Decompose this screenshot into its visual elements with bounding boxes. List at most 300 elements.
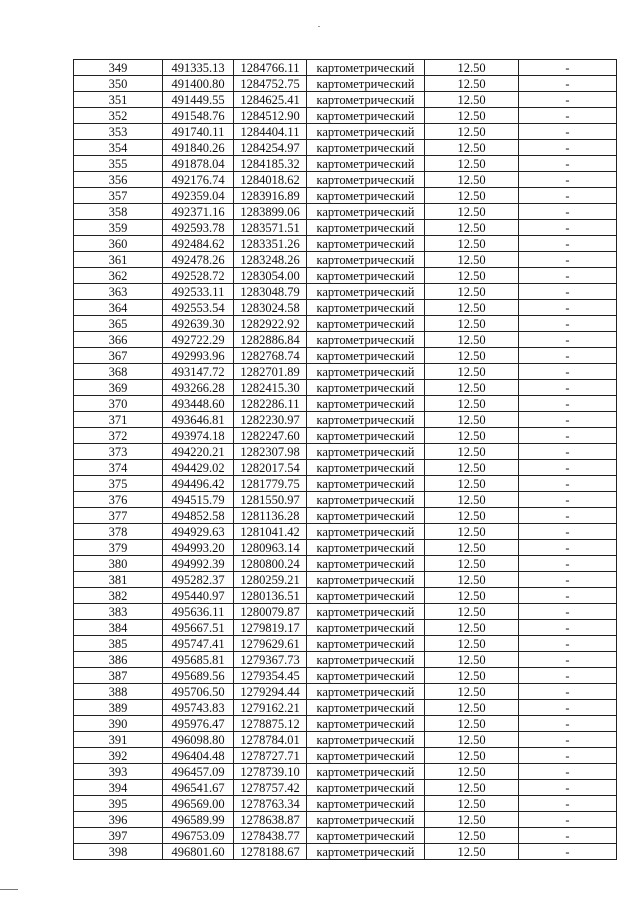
y-coordinate-cell: 1281779.75 [234, 476, 307, 492]
y-coordinate-cell: 1280800.24 [234, 556, 307, 572]
method-cell: картометрический [307, 332, 425, 348]
table-row [74, 444, 617, 460]
x-coordinate-cell: 492359.04 [163, 188, 234, 204]
y-coordinate-cell: 1283899.06 [234, 204, 307, 220]
accuracy-cell: 12.50 [425, 316, 519, 332]
table-row [74, 796, 617, 812]
accuracy-cell: 12.50 [425, 140, 519, 156]
point-number-cell: 375 [74, 476, 163, 492]
description-cell: - [519, 140, 617, 156]
point-number-cell: 366 [74, 332, 163, 348]
point-number-cell: 360 [74, 236, 163, 252]
description-cell: - [519, 444, 617, 460]
y-coordinate-cell: 1280963.14 [234, 540, 307, 556]
method-cell: картометрический [307, 732, 425, 748]
y-coordinate-cell: 1278757.42 [234, 780, 307, 796]
description-cell: - [519, 668, 617, 684]
point-number-cell: 392 [74, 748, 163, 764]
table-row [74, 156, 617, 172]
accuracy-cell: 12.50 [425, 796, 519, 812]
method-cell: картометрический [307, 76, 425, 92]
description-cell: - [519, 316, 617, 332]
method-cell: картометрический [307, 700, 425, 716]
point-number-cell: 389 [74, 700, 163, 716]
description-cell: - [519, 364, 617, 380]
point-number-cell: 349 [74, 60, 163, 76]
table-row [74, 172, 617, 188]
x-coordinate-cell: 494992.39 [163, 556, 234, 572]
description-cell: - [519, 412, 617, 428]
method-cell: картометрический [307, 540, 425, 556]
description-cell: - [519, 764, 617, 780]
method-cell: картометрический [307, 300, 425, 316]
x-coordinate-cell: 493147.72 [163, 364, 234, 380]
x-coordinate-cell: 491449.55 [163, 92, 234, 108]
y-coordinate-cell: 1278438.77 [234, 828, 307, 844]
description-cell: - [519, 76, 617, 92]
accuracy-cell: 12.50 [425, 748, 519, 764]
description-cell: - [519, 204, 617, 220]
table-row [74, 460, 617, 476]
accuracy-cell: 12.50 [425, 428, 519, 444]
point-number-cell: 397 [74, 828, 163, 844]
table-row [74, 92, 617, 108]
point-number-cell: 371 [74, 412, 163, 428]
accuracy-cell: 12.50 [425, 492, 519, 508]
y-coordinate-cell: 1280079.87 [234, 604, 307, 620]
y-coordinate-cell: 1283048.79 [234, 284, 307, 300]
point-number-cell: 396 [74, 812, 163, 828]
accuracy-cell: 12.50 [425, 668, 519, 684]
accuracy-cell: 12.50 [425, 60, 519, 76]
accuracy-cell: 12.50 [425, 540, 519, 556]
table-row [74, 412, 617, 428]
table-row [74, 556, 617, 572]
point-number-cell: 378 [74, 524, 163, 540]
y-coordinate-cell: 1283248.26 [234, 252, 307, 268]
scan-dot [318, 26, 320, 27]
description-cell: - [519, 780, 617, 796]
table-row [74, 652, 617, 668]
x-coordinate-cell: 491400.80 [163, 76, 234, 92]
description-cell: - [519, 492, 617, 508]
point-number-cell: 374 [74, 460, 163, 476]
x-coordinate-cell: 492553.54 [163, 300, 234, 316]
table-row [74, 204, 617, 220]
description-cell: - [519, 620, 617, 636]
accuracy-cell: 12.50 [425, 332, 519, 348]
footer-rule [0, 889, 18, 890]
method-cell: картометрический [307, 460, 425, 476]
x-coordinate-cell: 492593.78 [163, 220, 234, 236]
accuracy-cell: 12.50 [425, 172, 519, 188]
y-coordinate-cell: 1281041.42 [234, 524, 307, 540]
method-cell: картометрический [307, 380, 425, 396]
point-number-cell: 394 [74, 780, 163, 796]
x-coordinate-cell: 495747.41 [163, 636, 234, 652]
point-number-cell: 387 [74, 668, 163, 684]
x-coordinate-cell: 492533.11 [163, 284, 234, 300]
x-coordinate-cell: 494429.02 [163, 460, 234, 476]
point-number-cell: 368 [74, 364, 163, 380]
x-coordinate-cell: 491740.11 [163, 124, 234, 140]
table-row [74, 732, 617, 748]
description-cell: - [519, 540, 617, 556]
accuracy-cell: 12.50 [425, 508, 519, 524]
accuracy-cell: 12.50 [425, 188, 519, 204]
x-coordinate-cell: 494496.42 [163, 476, 234, 492]
accuracy-cell: 12.50 [425, 460, 519, 476]
accuracy-cell: 12.50 [425, 204, 519, 220]
point-number-cell: 352 [74, 108, 163, 124]
y-coordinate-cell: 1278784.01 [234, 732, 307, 748]
description-cell: - [519, 252, 617, 268]
point-number-cell: 351 [74, 92, 163, 108]
description-cell: - [519, 844, 617, 860]
point-number-cell: 383 [74, 604, 163, 620]
table-row [74, 300, 617, 316]
method-cell: картометрический [307, 284, 425, 300]
accuracy-cell: 12.50 [425, 700, 519, 716]
point-number-cell: 384 [74, 620, 163, 636]
y-coordinate-cell: 1284185.32 [234, 156, 307, 172]
description-cell: - [519, 172, 617, 188]
description-cell: - [519, 572, 617, 588]
accuracy-cell: 12.50 [425, 732, 519, 748]
table-row [74, 812, 617, 828]
method-cell: картометрический [307, 636, 425, 652]
accuracy-cell: 12.50 [425, 764, 519, 780]
point-number-cell: 380 [74, 556, 163, 572]
x-coordinate-cell: 495282.37 [163, 572, 234, 588]
y-coordinate-cell: 1284625.41 [234, 92, 307, 108]
description-cell: - [519, 476, 617, 492]
table-row [74, 76, 617, 92]
table-row [74, 524, 617, 540]
table-row [74, 604, 617, 620]
x-coordinate-cell: 492993.96 [163, 348, 234, 364]
y-coordinate-cell: 1278638.87 [234, 812, 307, 828]
accuracy-cell: 12.50 [425, 268, 519, 284]
method-cell: картометрический [307, 140, 425, 156]
method-cell: картометрический [307, 124, 425, 140]
description-cell: - [519, 796, 617, 812]
method-cell: картометрический [307, 316, 425, 332]
method-cell: картометрический [307, 508, 425, 524]
table-row [74, 124, 617, 140]
x-coordinate-cell: 496801.60 [163, 844, 234, 860]
accuracy-cell: 12.50 [425, 604, 519, 620]
y-coordinate-cell: 1280259.21 [234, 572, 307, 588]
table-row [74, 716, 617, 732]
method-cell: картометрический [307, 236, 425, 252]
method-cell: картометрический [307, 268, 425, 284]
accuracy-cell: 12.50 [425, 364, 519, 380]
y-coordinate-cell: 1283571.51 [234, 220, 307, 236]
y-coordinate-cell: 1283916.89 [234, 188, 307, 204]
table-row [74, 684, 617, 700]
accuracy-cell: 12.50 [425, 380, 519, 396]
method-cell: картометрический [307, 652, 425, 668]
description-cell: - [519, 812, 617, 828]
table-row [74, 428, 617, 444]
point-number-cell: 385 [74, 636, 163, 652]
point-number-cell: 391 [74, 732, 163, 748]
description-cell: - [519, 332, 617, 348]
table-row [74, 764, 617, 780]
accuracy-cell: 12.50 [425, 156, 519, 172]
y-coordinate-cell: 1278739.10 [234, 764, 307, 780]
accuracy-cell: 12.50 [425, 588, 519, 604]
x-coordinate-cell: 494852.58 [163, 508, 234, 524]
point-number-cell: 363 [74, 284, 163, 300]
x-coordinate-cell: 494515.79 [163, 492, 234, 508]
method-cell: картометрический [307, 172, 425, 188]
x-coordinate-cell: 491335.13 [163, 60, 234, 76]
method-cell: картометрический [307, 588, 425, 604]
y-coordinate-cell: 1284018.62 [234, 172, 307, 188]
accuracy-cell: 12.50 [425, 684, 519, 700]
y-coordinate-cell: 1282886.84 [234, 332, 307, 348]
x-coordinate-cell: 495743.83 [163, 700, 234, 716]
x-coordinate-cell: 492484.62 [163, 236, 234, 252]
x-coordinate-cell: 491840.26 [163, 140, 234, 156]
x-coordinate-cell: 495636.11 [163, 604, 234, 620]
table-row [74, 492, 617, 508]
x-coordinate-cell: 494220.21 [163, 444, 234, 460]
accuracy-cell: 12.50 [425, 252, 519, 268]
description-cell: - [519, 348, 617, 364]
point-number-cell: 353 [74, 124, 163, 140]
y-coordinate-cell: 1284404.11 [234, 124, 307, 140]
accuracy-cell: 12.50 [425, 556, 519, 572]
table-row [74, 60, 617, 76]
method-cell: картометрический [307, 204, 425, 220]
table-row [74, 620, 617, 636]
x-coordinate-cell: 495689.56 [163, 668, 234, 684]
method-cell: картометрический [307, 108, 425, 124]
table-row [74, 380, 617, 396]
table-row [74, 284, 617, 300]
accuracy-cell: 12.50 [425, 444, 519, 460]
description-cell: - [519, 380, 617, 396]
coordinates-table [73, 59, 617, 860]
method-cell: картометрический [307, 252, 425, 268]
table-row [74, 332, 617, 348]
description-cell: - [519, 508, 617, 524]
y-coordinate-cell: 1278727.71 [234, 748, 307, 764]
point-number-cell: 370 [74, 396, 163, 412]
point-number-cell: 395 [74, 796, 163, 812]
accuracy-cell: 12.50 [425, 620, 519, 636]
method-cell: картометрический [307, 572, 425, 588]
x-coordinate-cell: 495440.97 [163, 588, 234, 604]
table-body [74, 60, 617, 860]
x-coordinate-cell: 495685.81 [163, 652, 234, 668]
accuracy-cell: 12.50 [425, 284, 519, 300]
y-coordinate-cell: 1279294.44 [234, 684, 307, 700]
point-number-cell: 390 [74, 716, 163, 732]
x-coordinate-cell: 492176.74 [163, 172, 234, 188]
x-coordinate-cell: 494993.20 [163, 540, 234, 556]
x-coordinate-cell: 496589.99 [163, 812, 234, 828]
point-number-cell: 379 [74, 540, 163, 556]
method-cell: картометрический [307, 604, 425, 620]
point-number-cell: 364 [74, 300, 163, 316]
y-coordinate-cell: 1279819.17 [234, 620, 307, 636]
description-cell: - [519, 604, 617, 620]
accuracy-cell: 12.50 [425, 636, 519, 652]
description-cell: - [519, 748, 617, 764]
method-cell: картометрический [307, 844, 425, 860]
description-cell: - [519, 300, 617, 316]
table-row [74, 572, 617, 588]
y-coordinate-cell: 1284766.11 [234, 60, 307, 76]
description-cell: - [519, 188, 617, 204]
table-row [74, 140, 617, 156]
description-cell: - [519, 156, 617, 172]
accuracy-cell: 12.50 [425, 828, 519, 844]
method-cell: картометрический [307, 428, 425, 444]
x-coordinate-cell: 492478.26 [163, 252, 234, 268]
table-row [74, 316, 617, 332]
x-coordinate-cell: 496753.09 [163, 828, 234, 844]
y-coordinate-cell: 1278875.12 [234, 716, 307, 732]
y-coordinate-cell: 1284254.97 [234, 140, 307, 156]
description-cell: - [519, 684, 617, 700]
point-number-cell: 357 [74, 188, 163, 204]
point-number-cell: 382 [74, 588, 163, 604]
accuracy-cell: 12.50 [425, 812, 519, 828]
y-coordinate-cell: 1282701.89 [234, 364, 307, 380]
point-number-cell: 350 [74, 76, 163, 92]
x-coordinate-cell: 492528.72 [163, 268, 234, 284]
table-row [74, 108, 617, 124]
accuracy-cell: 12.50 [425, 92, 519, 108]
description-cell: - [519, 236, 617, 252]
accuracy-cell: 12.50 [425, 76, 519, 92]
method-cell: картометрический [307, 716, 425, 732]
point-number-cell: 381 [74, 572, 163, 588]
y-coordinate-cell: 1281550.97 [234, 492, 307, 508]
x-coordinate-cell: 496404.48 [163, 748, 234, 764]
method-cell: картометрический [307, 556, 425, 572]
table-row [74, 508, 617, 524]
description-cell: - [519, 124, 617, 140]
point-number-cell: 365 [74, 316, 163, 332]
method-cell: картометрический [307, 764, 425, 780]
y-coordinate-cell: 1279367.73 [234, 652, 307, 668]
accuracy-cell: 12.50 [425, 348, 519, 364]
x-coordinate-cell: 493646.81 [163, 412, 234, 428]
accuracy-cell: 12.50 [425, 476, 519, 492]
table-row [74, 588, 617, 604]
table-row [74, 668, 617, 684]
point-number-cell: 372 [74, 428, 163, 444]
y-coordinate-cell: 1282247.60 [234, 428, 307, 444]
x-coordinate-cell: 493266.28 [163, 380, 234, 396]
method-cell: картометрический [307, 828, 425, 844]
accuracy-cell: 12.50 [425, 124, 519, 140]
method-cell: картометрический [307, 684, 425, 700]
y-coordinate-cell: 1282768.74 [234, 348, 307, 364]
method-cell: картометрический [307, 796, 425, 812]
description-cell: - [519, 700, 617, 716]
description-cell: - [519, 828, 617, 844]
point-number-cell: 361 [74, 252, 163, 268]
method-cell: картометрический [307, 348, 425, 364]
table-row [74, 252, 617, 268]
point-number-cell: 359 [74, 220, 163, 236]
method-cell: картометрический [307, 620, 425, 636]
accuracy-cell: 12.50 [425, 300, 519, 316]
table-row [74, 844, 617, 860]
point-number-cell: 362 [74, 268, 163, 284]
table-row [74, 828, 617, 844]
method-cell: картометрический [307, 668, 425, 684]
table-row [74, 220, 617, 236]
table-row [74, 476, 617, 492]
point-number-cell: 377 [74, 508, 163, 524]
description-cell: - [519, 636, 617, 652]
y-coordinate-cell: 1283054.00 [234, 268, 307, 284]
description-cell: - [519, 556, 617, 572]
description-cell: - [519, 220, 617, 236]
x-coordinate-cell: 491878.04 [163, 156, 234, 172]
y-coordinate-cell: 1282922.92 [234, 316, 307, 332]
table-row [74, 780, 617, 796]
accuracy-cell: 12.50 [425, 524, 519, 540]
accuracy-cell: 12.50 [425, 220, 519, 236]
description-cell: - [519, 732, 617, 748]
accuracy-cell: 12.50 [425, 108, 519, 124]
y-coordinate-cell: 1282307.98 [234, 444, 307, 460]
method-cell: картометрический [307, 60, 425, 76]
x-coordinate-cell: 495706.50 [163, 684, 234, 700]
description-cell: - [519, 652, 617, 668]
point-number-cell: 393 [74, 764, 163, 780]
x-coordinate-cell: 496541.67 [163, 780, 234, 796]
table-row [74, 364, 617, 380]
method-cell: картометрический [307, 220, 425, 236]
description-cell: - [519, 716, 617, 732]
method-cell: картометрический [307, 748, 425, 764]
point-number-cell: 355 [74, 156, 163, 172]
x-coordinate-cell: 492639.30 [163, 316, 234, 332]
accuracy-cell: 12.50 [425, 716, 519, 732]
table-row [74, 348, 617, 364]
y-coordinate-cell: 1278188.67 [234, 844, 307, 860]
method-cell: картометрический [307, 524, 425, 540]
description-cell: - [519, 588, 617, 604]
x-coordinate-cell: 496098.80 [163, 732, 234, 748]
point-number-cell: 376 [74, 492, 163, 508]
table-row [74, 748, 617, 764]
description-cell: - [519, 428, 617, 444]
x-coordinate-cell: 492371.16 [163, 204, 234, 220]
table-row [74, 540, 617, 556]
x-coordinate-cell: 496569.00 [163, 796, 234, 812]
y-coordinate-cell: 1282286.11 [234, 396, 307, 412]
y-coordinate-cell: 1283024.58 [234, 300, 307, 316]
accuracy-cell: 12.50 [425, 396, 519, 412]
y-coordinate-cell: 1282230.97 [234, 412, 307, 428]
accuracy-cell: 12.50 [425, 412, 519, 428]
description-cell: - [519, 524, 617, 540]
y-coordinate-cell: 1279354.45 [234, 668, 307, 684]
y-coordinate-cell: 1279162.21 [234, 700, 307, 716]
method-cell: картометрический [307, 92, 425, 108]
